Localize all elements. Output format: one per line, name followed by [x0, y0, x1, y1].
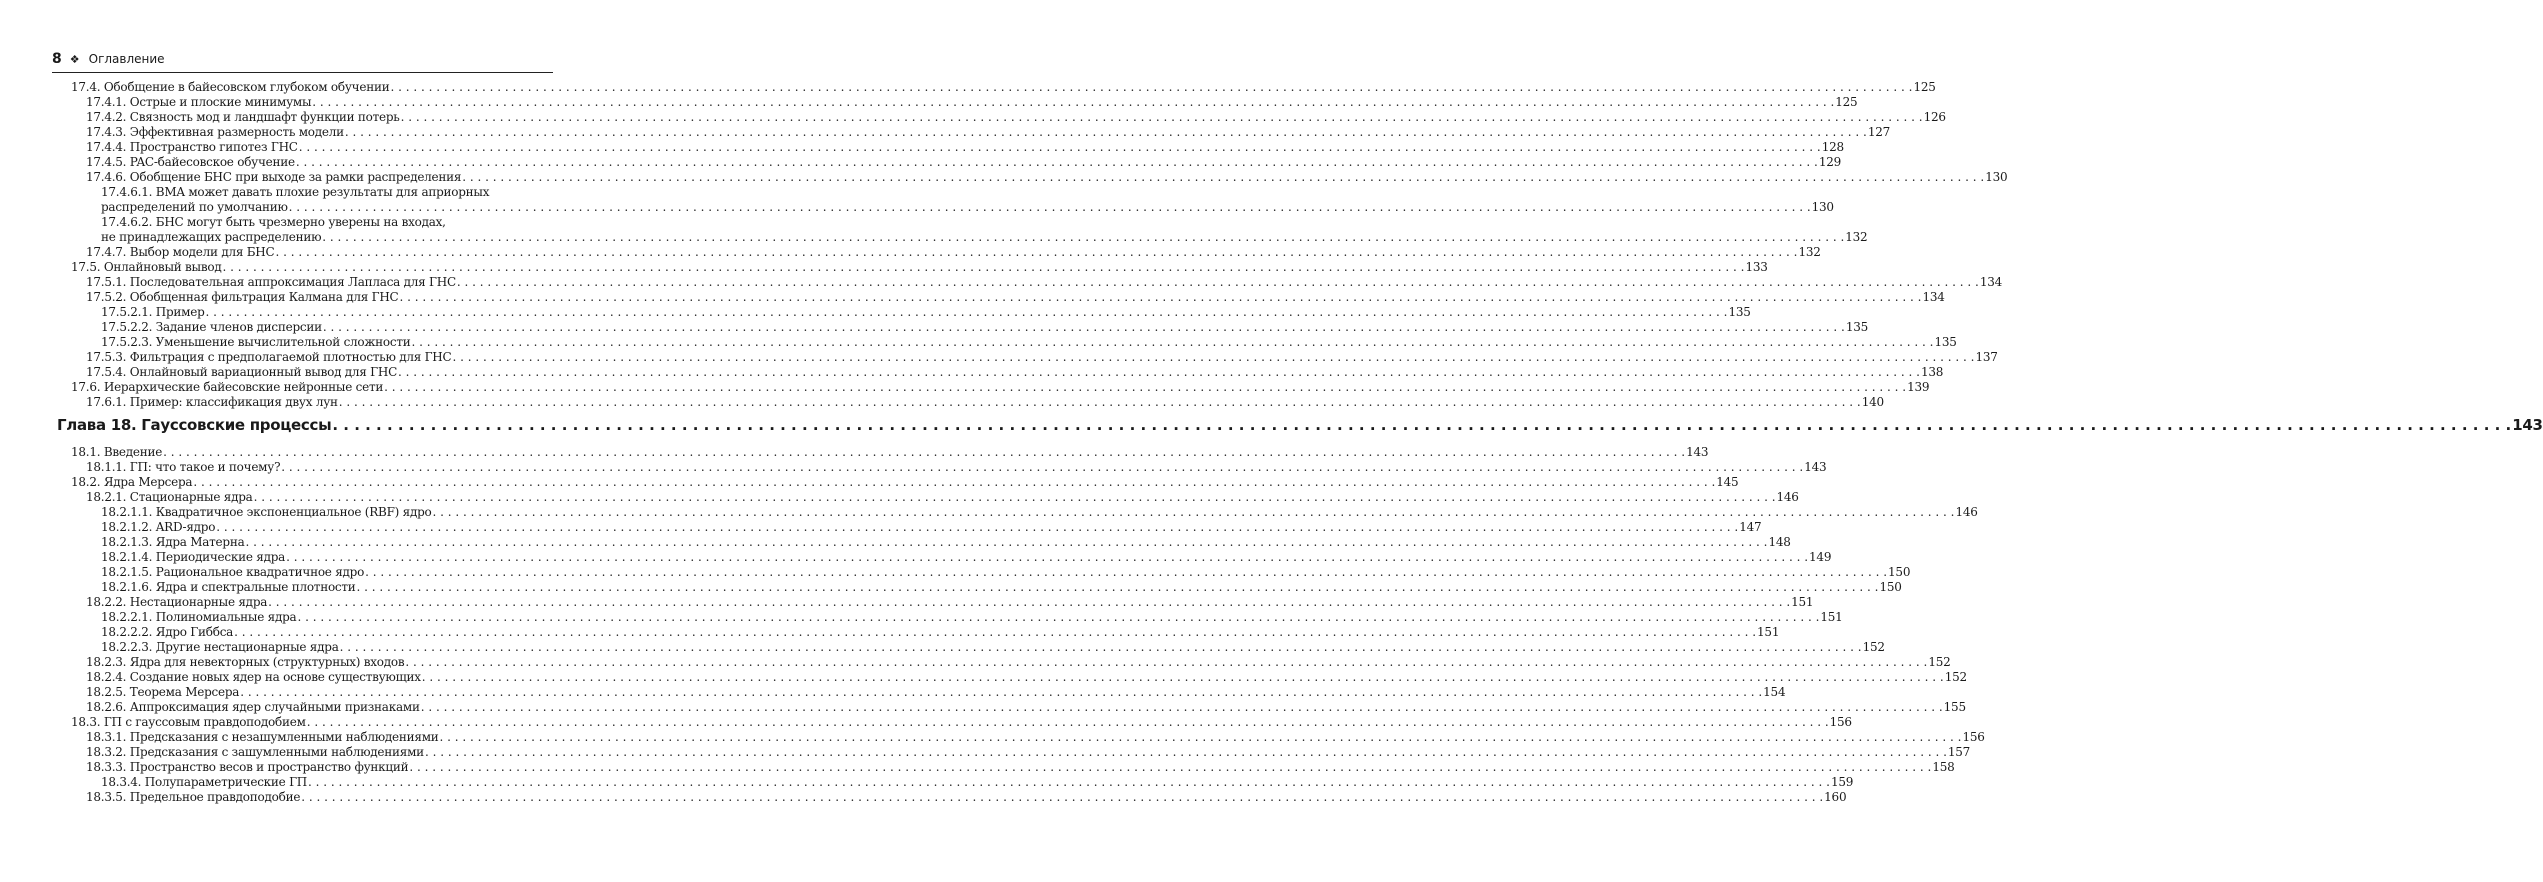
toc-entry-title: 18.2.2.2. Ядро Гиббса — [101, 625, 234, 639]
toc-entry[interactable] — [86, 275, 2002, 290]
toc-page-number: 158 — [1932, 760, 1955, 774]
toc-entry[interactable] — [86, 395, 1884, 410]
toc-entry[interactable] — [86, 245, 1821, 260]
toc-leader-dots: . . . . . . . . . . . . . . . . . . . . . . . . . . . . . . . . . . . . . . . . . . . . . . . . . . . . . . . . . . . . . . . . . . . . . . . . . . . . . . . . . . . . . . . . . . . . . . . . . . . . . . . . . . . . . . . . . . . . . . . . . . . . . . . . . . . . . . . . . . . . . . . . . . . . . . . . . . . . . . . . . . . . . . . . . . . . . . . . . . . . . . . . . . . . . . . . . . . . . . . . — [306, 715, 1829, 729]
toc-entry[interactable] — [71, 445, 1709, 460]
toc-leader-dots: . . . . . . . . . . . . . . . . . . . . . . . . . . . . . . . . . . . . . . . . . . . . . . . . . . . . . . . . . . . . . . . . . . . . . . . . . . . . . . . . . . . . . . . . . . . . . . . . . . . . . . . . . . . . . . . . . . . . . . . . . . . . . . . . . . . . . . . . . . . . . . . . . . . . . . . . . . . . . . . . . . . . . . . . . . . . . . . . . . . . . . . . . . . . . . . . . . . . . . . . — [253, 490, 1776, 504]
toc-entry[interactable] — [86, 730, 1985, 745]
toc-entry-title-line: 17.4.6.2. БНС могут быть чрезмерно уверены на входах, — [101, 215, 446, 229]
toc-page-number: 133 — [1745, 260, 1768, 274]
toc-entry[interactable] — [71, 80, 1936, 95]
toc-entry-title: 17.5.2.3. Уменьшение вычислительной сложности — [101, 335, 411, 349]
toc-page-number: 156 — [1962, 730, 1985, 744]
toc-entry-title: 17.5.4. Онлайновый вариационный вывод для ГНС — [86, 365, 398, 379]
toc-entry[interactable] — [101, 610, 1843, 625]
toc-page-number: 129 — [1818, 155, 1841, 169]
toc-entry-title: 18.2.2. Нестационарные ядра — [86, 595, 268, 609]
toc-leader-dots: . . . . . . . . . . . . . . . . . . . . . . . . . . . . . . . . . . . . . . . . . . . . . . . . . . . . . . . . . . . . . . . . . . . . . . . . . . . . . . . . . . . . . . . . . . . . . . . . . . . . . . . . . . . . . . . . . . . . . . . . . . . . . . . . . . . . . . . . . . . . . . . . . . . . . . . . . . . . . . . . . . . . . . . . . . . . . . . . . . . . . . . . . . . . . . . . . . . . . . . . — [405, 655, 1928, 669]
toc-entry-title: 17.4.5. PAC-байесовское обучение — [86, 155, 295, 169]
toc-page-number: 127 — [1867, 125, 1891, 139]
toc-entry[interactable] — [101, 535, 1791, 550]
toc-entry[interactable] — [101, 775, 1854, 790]
toc-page-number: 130 — [1985, 170, 2008, 184]
toc-page-number: 132 — [1798, 245, 1821, 259]
toc-entry-title: 17.4.1. Острые и плоские минимумы — [86, 95, 312, 109]
toc-entry-title: 18.3.5. Предельное правдоподобие — [86, 790, 301, 804]
toc-entry[interactable] — [101, 520, 1762, 535]
toc-entry[interactable] — [86, 110, 1946, 125]
toc-entry-title: 18.2.1.3. Ядра Матерна — [101, 535, 245, 549]
toc-page-number: 160 — [1824, 790, 1847, 804]
toc-leader-dots: . . . . . . . . . . . . . . . . . . . . . . . . . . . . . . . . . . . . . . . . . . . . . . . . . . . . . . . . . . . . . . . . . . . . . . . . . . . . . . . . . . . . . . . . . . . . . . . . . . . . . . . . . . . . . . . . . . . . . . . . . . . . . . . . . . . . . . . . . . . . . . . . . . . . . . . . . . . . . . . . . . . . . . . . . . . . . . . . . . . . . . . . . . . . . . . . . . . . . . . . — [400, 110, 1923, 124]
toc-leader-dots: . . . . . . . . . . . . . . . . . . . . . . . . . . . . . . . . . . . . . . . . . . . . . . . . . . . . . . . . . . . . . . . . . . . . . . . . . . . . . . . . . . . . . . . . . . . . . . . . . . . . . . . . . . . . . . . . . . . . . . . . . . . . . . . . . . . . . . . . . . . . . . . . . . . . . . . . . . . . . . . . . . . . . . . . . . . . . . . . . . . . . . . . . . . . . . . . . . . . . . . . — [339, 640, 1862, 654]
toc-entry[interactable] — [71, 715, 1852, 730]
toc-page-number: 150 — [1879, 580, 1902, 594]
toc-page-number: 159 — [1830, 775, 1854, 789]
toc-entry-title: 18.2.1.4. Периодические ядра — [101, 550, 286, 564]
toc-page-number: 151 — [1820, 610, 1843, 624]
toc-entry-title: не принадлежащих распределению — [101, 230, 322, 244]
toc-entry[interactable] — [86, 490, 1799, 505]
toc-leader-dots: . . . . . . . . . . . . . . . . . . . . . . . . . . . . . . . . . . . . . . . . . . . . . . . . . . . . . . . . . . . . . . . . . . . . . . . . . . . . . . . . . . . . . . . . . . . . . . . . . . . . . . . . . . . . . . . . . . . . . . . . . . . . . . . . . . . . . . . . . . . . . . . . . . . . . . . . . . . . . . . . . . . . . . . . . . . . . . . . . . . . . . . . . . . . . . . . . . . . . . . . — [308, 775, 1830, 789]
toc-page-number: 125 — [1835, 95, 1858, 109]
toc-entry[interactable] — [86, 760, 1955, 775]
toc-page-number: 155 — [1943, 700, 1966, 714]
toc-page-number: 137 — [1975, 350, 1998, 364]
toc-leader-dots: . . . . . . . . . . . . . . . . . . . . . . . . . . . . . . . . . . . . . . . . . . . . . . . . . . . . . . . . . . . . . . . . . . . . . . . . . . . . . . . . . . . . . . . . . . . . . . . . . . . . . . . . . . . . . . . . . . . . . . . . . . . . . . . . . . . . . . . . . . . . . . . . . . . . . . . . . . . . . . . . . . . . . . . . . . . . . . . . . . . . . . . . . . . . . . . . . . . . . . . . — [193, 475, 1716, 489]
toc-entry[interactable] — [71, 260, 1768, 275]
page-header — [52, 50, 553, 68]
toc-entry-title: 18.3.4. Полупараметрические ГП — [101, 775, 307, 789]
toc-leader-dots: . . . . . . . . . . . . . . . . . . . . . . . . . . . . . . . . . . . . . . . . . . . . . . . . . . . . . . . . . . . . . . . . . . . . . . . . . . . . . . . . . . . . . . . . . . . . . . . . . . . . . . . . . . . . . . . . . . . . . . . . . . . . . . . . . . . . . . . . . . . . . . . . . . . . . . . . . . . . . . . . . . . . . . . . . . . . . . . . . . . . . . . . . . . . . . . . . . . . . . . . — [281, 460, 1804, 474]
toc-leader-dots: . . . . . . . . . . . . . . . . . . . . . . . . . . . . . . . . . . . . . . . . . . . . . . . . . . . . . . . . . . . . . . . . . . . . . . . . . . . . . . . . . . . . . . . . . . . . . . . . . . . . . . . . . . . . . . . . . . . . . . . . . . . . . . . . . . . . . . . . . . . . . . . . . . . . . . . . . . . . . . . . . . . . . . . . . . . . . . . . . . . . . . . . . . . . . . . . . . . . . . . . — [234, 625, 1757, 639]
toc-entry-title: Глава 18. Гауссовские процессы — [57, 416, 332, 434]
toc-leader-dots: . . . . . . . . . . . . . . . . . . . . . . . . . . . . . . . . . . . . . . . . . . . . . . . . . . . . . . . . . . . . . . . . . . . . . . . . . . . . . . . . . . . . . . . . . . . . . . . . . . . . . . . . . . . . . . . . . . . . . . . . . . . . . . . . . . . . . . . . . . . . . . . . . . . . . . . . . . . . . . . . . . . . . . . . . . . . . . . . . . . . . . . . . . . . . . . . . . . . . . . . — [439, 730, 1962, 744]
toc-leader-dots: . . . . . . . . . . . . . . . . . . . . . . . . . . . . . . . . . . . . . . . . . . . . . . . . . . . . . . . . . . . . . . . . . . . . . . . . . . . . . . . . . . . . . . . . . . . . . . . . . . . . . . . . . . . . . . . . . . . . . . . . . . . . . . . . . . . . . . . . . . . . . . . . . . . . . . . . . . . . . . . . . . . . . . . . . . . . . . . . . . . . . . . . . . . . . . . . . . . . . . . . — [462, 170, 1985, 184]
toc-entry-title: 18.1.1. ГП: что такое и почему? — [86, 460, 281, 474]
toc-leader-dots: . . . . . . . . . . . . . . . . . . . . . . . . . . . . . . . . . . . . . . . . . . . . . . . . . . . . . . . . . . . . . . . . . . . . . . . . . . . . . . . . . . . . . . . . . . . . . . . . . . . . . . . . . . . . . . . . . . . . . . . . . . . . . . . . . . . . . . . . . . . . . . . . . . . . . . . . . . . . . . . . . . . . . . . . . . . . . . . . . . . . . . . . . . . . . . . . . . . . . . . . — [312, 95, 1835, 109]
toc-chapter-entry[interactable] — [57, 416, 2543, 436]
toc-entry[interactable] — [86, 155, 1841, 170]
toc-leader-dots: . . . . . . . . . . . . . . . . . . . . . . . . . . . . . . . . . . . . . . . . . . . . . . . . . . . . . . . . . . . . . . . . . . . . . . . . . . . . . . . . . . . . . . . . . . . . . . . . . . . . . . . . . . . . . . . . . . . . . . . . . . . . . . . . . . . . . . . . . . . . . . . . . . . . . . . . . . . . . . . . . . . . . . . . . . . . . . . . . . . . . . . . . . . . . . . . . . . . . . . . — [322, 320, 1845, 334]
page-number: 8 — [52, 51, 62, 67]
toc-entry[interactable] — [101, 320, 1869, 335]
toc-entry[interactable] — [86, 170, 2008, 185]
toc-entry-title: 18.2.1.5. Рациональное квадратичное ядро — [101, 565, 365, 579]
toc-leader-dots: . . . . . . . . . . . . . . . . . . . . . . . . . . . . . . . . . . . . . . . . . . . . . . . . . . . . . . . . . . . . . . . . . . . . . . . . . . . . . . . . . . . . . . . . . . . . . . . . . . . . . . . . . . . . . . . . . . . . . . . . . . . . . . . . . . . . . . . . . . . . . . . . . . . . . . . . . . . . . . . . . . . . . . . . . . . . . . . . . . . . . . . . . . . . . . . . . . . . . . . . — [421, 670, 1944, 684]
toc-entry[interactable] — [101, 640, 1885, 655]
toc-page-number: 128 — [1821, 140, 1844, 154]
toc-page-number: 152 — [1944, 670, 1967, 684]
toc-leader-dots: . . . . . . . . . . . . . . . . . . . . . . . . . . . . . . . . . . . . . . . . . . . . . . . . . . . . . . . . . . . . . . . . . . . . . . . . . . . . . . . . . . . . . . . . . . . . . . . . . . . . . . . . . . . . . . . . . . . . . . . . . . . . . . . . . . . . . . . . . . . . . . . . . . . . . . . . . . . . . . . . . . . . . . . . . . . . . . . . . . . . . . . . . . . . . . . . . . . . . . . . — [452, 350, 1975, 364]
toc-entry-title: 17.4.7. Выбор модели для БНС — [86, 245, 275, 259]
toc-leader-dots: . . . . . . . . . . . . . . . . . . . . . . . . . . . . . . . . . . . . . . . . . . . . . . . . . . . . . . . . . . . . . . . . . . . . . . . . . . . . . . . . . . . . . . . . . . . . . . . . . . . . . . . . . . . . . . . . . . . . . . . . . . . . . . . . . . . . . . . . . . . . . . . . . . . . . . . . . . . . . . . . . . . . . . . . . . . . . . . . . . . . . . . . . . . . . . . . . . . . . . . . — [301, 790, 1824, 804]
toc-page-number: 150 — [1888, 565, 1911, 579]
toc-entry[interactable] — [86, 595, 1814, 610]
toc-entry-title: 18.2.1.2. ARD-ядро — [101, 520, 216, 534]
toc-entry-title: 18.1. Введение — [71, 445, 163, 459]
toc-entry-title: 18.2.1.1. Квадратичное экспоненциальное (RBF) ядро — [101, 505, 432, 519]
toc-page-number: 138 — [1921, 365, 1944, 379]
toc-entry[interactable] — [86, 365, 1944, 380]
toc-entry-title: распределений по умолчанию — [101, 200, 288, 214]
toc-entry-title: 18.3.1. Предсказания с незашумленными наблюдениями — [86, 730, 439, 744]
toc-leader-dots: . . . . . . . . . . . . . . . . . . . . . . . . . . . . . . . . . . . . . . . . . . . . . . . . . . . . . . . . . . . . . . . . . . . . . . . . . . . . . . . . . . . . . . . . . . . . . . . . . . . . . . . . . . . . . . . . . . . . . . . . . . . . . . . . . . . . . . . . . . . . . . . . . . . . . . . . . . . . . . . . . . . . . . . . . . . . . . . . . . . . . . . . . . . . . . . . . . . . . . . . — [332, 416, 2512, 434]
toc-page-number: 143 — [2512, 416, 2543, 434]
toc-entry[interactable] — [101, 215, 1868, 245]
toc-entry[interactable] — [86, 95, 1858, 110]
toc-leader-dots: . . . . . . . . . . . . . . . . . . . . . . . . . . . . . . . . . . . . . . . . . . . . . . . . . . . . . . . . . . . . . . . . . . . . . . . . . . . . . . . . . . . . . . . . . . . . . . . . . . . . . . . . . . . . . . . . . . . . . . . . . . . . . . . . . . . . . . . . . . . . . . . . . . . . . . . . . . . . . . . . . . . . . . . . . . . . . . . . . . . . . . . . . . . . . . . . . . . . . . . . — [365, 565, 1888, 579]
toc-entry[interactable] — [101, 505, 1978, 520]
toc-leader-dots: . . . . . . . . . . . . . . . . . . . . . . . . . . . . . . . . . . . . . . . . . . . . . . . . . . . . . . . . . . . . . . . . . . . . . . . . . . . . . . . . . . . . . . . . . . . . . . . . . . . . . . . . . . . . . . . . . . . . . . . . . . . . . . . . . . . . . . . . . . . . . . . . . . . . . . . . . . . . . . . . . . . . . . . . . . . . . . . . . . . . . . . . . . . . . . . . . . . . . . . . — [456, 275, 1979, 289]
toc-page-number: 143 — [1804, 460, 1827, 474]
toc-page-number: 154 — [1763, 685, 1786, 699]
toc-entry[interactable] — [86, 790, 1847, 805]
toc-entry[interactable] — [86, 290, 1945, 305]
toc-entry-title: 18.3. ГП с гауссовым правдоподобием — [71, 715, 306, 729]
toc-entry-title: 18.2.2.3. Другие нестационарные ядра — [101, 640, 339, 654]
toc-entry-title: 18.2. Ядра Мерсера — [71, 475, 193, 489]
toc-leader-dots: . . . . . . . . . . . . . . . . . . . . . . . . . . . . . . . . . . . . . . . . . . . . . . . . . . . . . . . . . . . . . . . . . . . . . . . . . . . . . . . . . . . . . . . . . . . . . . . . . . . . . . . . . . . . . . . . . . . . . . . . . . . . . . . . . . . . . . . . . . . . . . . . . . . . . . . . . . . . . . . . . . . . . . . . . . . . . . . . . . . . . . . . . . . . . . . . . . . . . . . . — [205, 305, 1728, 319]
toc-leader-dots: . . . . . . . . . . . . . . . . . . . . . . . . . . . . . . . . . . . . . . . . . . . . . . . . . . . . . . . . . . . . . . . . . . . . . . . . . . . . . . . . . . . . . . . . . . . . . . . . . . . . . . . . . . . . . . . . . . . . . . . . . . . . . . . . . . . . . . . . . . . . . . . . . . . . . . . . . . . . . . . . . . . . . . . . . . . . . . . . . . . . . . . . . . . . . . . . . . . . . . . . — [390, 80, 1913, 94]
toc-leader-dots: . . . . . . . . . . . . . . . . . . . . . . . . . . . . . . . . . . . . . . . . . . . . . . . . . . . . . . . . . . . . . . . . . . . . . . . . . . . . . . . . . . . . . . . . . . . . . . . . . . . . . . . . . . . . . . . . . . . . . . . . . . . . . . . . . . . . . . . . . . . . . . . . . . . . . . . . . . . . . . . . . . . . . . . . . . . . . . . . . . . . . . . . . . . . . . . . . . . . . . . . — [298, 140, 1821, 154]
toc-leader-dots: . . . . . . . . . . . . . . . . . . . . . . . . . . . . . . . . . . . . . . . . . . . . . . . . . . . . . . . . . . . . . . . . . . . . . . . . . . . . . . . . . . . . . . . . . . . . . . . . . . . . . . . . . . . . . . . . . . . . . . . . . . . . . . . . . . . . . . . . . . . . . . . . . . . . . . . . . . . . . . . . . . . . . . . . . . . . . . . . . . . . . . . . . . . . . . . . . . . . . . . . — [322, 230, 1845, 244]
toc-entry-title: 17.4.6. Обобщение БНС при выходе за рамки распределения — [86, 170, 462, 184]
toc-leader-dots: . . . . . . . . . . . . . . . . . . . . . . . . . . . . . . . . . . . . . . . . . . . . . . . . . . . . . . . . . . . . . . . . . . . . . . . . . . . . . . . . . . . . . . . . . . . . . . . . . . . . . . . . . . . . . . . . . . . . . . . . . . . . . . . . . . . . . . . . . . . . . . . . . . . . . . . . . . . . . . . . . . . . . . . . . . . . . . . . . . . . . . . . . . . . . . . . . . . . . . . . — [398, 365, 1920, 379]
toc-page-number: 135 — [1728, 305, 1751, 319]
toc-leader-dots: . . . . . . . . . . . . . . . . . . . . . . . . . . . . . . . . . . . . . . . . . . . . . . . . . . . . . . . . . . . . . . . . . . . . . . . . . . . . . . . . . . . . . . . . . . . . . . . . . . . . . . . . . . . . . . . . . . . . . . . . . . . . . . . . . . . . . . . . . . . . . . . . . . . . . . . . . . . . . . . . . . . . . . . . . . . . . . . . . . . . . . . . . . . . . . . . . . . . . . . . — [420, 700, 1943, 714]
toc-page-number: 152 — [1928, 655, 1951, 669]
toc-entry-title: 18.2.1. Стационарные ядра — [86, 490, 253, 504]
toc-entry[interactable] — [86, 460, 1827, 475]
toc-entry-title: 17.4. Обобщение в байесовском глубоком обучении — [71, 80, 390, 94]
toc-entry[interactable] — [101, 335, 1957, 350]
toc-entry-title: 18.2.2.1. Полиномиальные ядра — [101, 610, 297, 624]
toc-page-number: 135 — [1934, 335, 1957, 349]
toc-leader-dots: . . . . . . . . . . . . . . . . . . . . . . . . . . . . . . . . . . . . . . . . . . . . . . . . . . . . . . . . . . . . . . . . . . . . . . . . . . . . . . . . . . . . . . . . . . . . . . . . . . . . . . . . . . . . . . . . . . . . . . . . . . . . . . . . . . . . . . . . . . . . . . . . . . . . . . . . . . . . . . . . . . . . . . . . . . . . . . . . . . . . . . . . . . . . . . . . . . . . . . . . — [275, 245, 1798, 259]
toc-page-number: 139 — [1907, 380, 1930, 394]
toc-entry[interactable] — [86, 125, 1891, 140]
toc-page-number: 157 — [1947, 745, 1971, 759]
toc-entry[interactable] — [86, 745, 1971, 760]
toc-entry-title: 17.5.2.2. Задание членов дисперсии — [101, 320, 322, 334]
running-title: Оглавление — [88, 52, 165, 66]
toc-entry[interactable] — [71, 380, 1930, 395]
toc-page-number: 130 — [1811, 200, 1834, 214]
toc-entry[interactable] — [86, 350, 1998, 365]
toc-entry-title: 18.2.3. Ядра для невекторных (структурных) входов — [86, 655, 405, 669]
toc-leader-dots: . . . . . . . . . . . . . . . . . . . . . . . . . . . . . . . . . . . . . . . . . . . . . . . . . . . . . . . . . . . . . . . . . . . . . . . . . . . . . . . . . . . . . . . . . . . . . . . . . . . . . . . . . . . . . . . . . . . . . . . . . . . . . . . . . . . . . . . . . . . . . . . . . . . . . . . . . . . . . . . . . . . . . . . . . . . . . . . . . . . . . . . . . . . . . . . . . . . . . . . . — [286, 550, 1809, 564]
toc-page-number: 134 — [1922, 290, 1945, 304]
toc-page-number: 146 — [1776, 490, 1799, 504]
toc-leader-dots: . . . . . . . . . . . . . . . . . . . . . . . . . . . . . . . . . . . . . . . . . . . . . . . . . . . . . . . . . . . . . . . . . . . . . . . . . . . . . . . . . . . . . . . . . . . . . . . . . . . . . . . . . . . . . . . . . . . . . . . . . . . . . . . . . . . . . . . . . . . . . . . . . . . . . . . . . . . . . . . . . . . . . . . . . . . . . . . . . . . . . . . . . . . . . . . . . . . . . . . . — [344, 125, 1867, 139]
toc-entry-title: 18.2.4. Создание новых ядер на основе существующих — [86, 670, 421, 684]
toc-entry-title: 17.4.3. Эффективная размерность модели — [86, 125, 344, 139]
toc-page-number: 126 — [1923, 110, 1946, 124]
toc-entry[interactable] — [86, 670, 1967, 685]
toc-entry-title: 18.3.3. Пространство весов и пространство функций — [86, 760, 409, 774]
toc-entry-title-line: 17.4.6.1. BMA может давать плохие результаты для априорных — [101, 185, 490, 199]
toc-leader-dots: . . . . . . . . . . . . . . . . . . . . . . . . . . . . . . . . . . . . . . . . . . . . . . . . . . . . . . . . . . . . . . . . . . . . . . . . . . . . . . . . . . . . . . . . . . . . . . . . . . . . . . . . . . . . . . . . . . . . . . . . . . . . . . . . . . . . . . . . . . . . . . . . . . . . . . . . . . . . . . . . . . . . . . . . . . . . . . . . . . . . . . . . . . . . . . . . . . . . . . . . — [240, 685, 1763, 699]
toc-page-number: 151 — [1791, 595, 1814, 609]
ornament-icon: ❖ — [69, 52, 80, 66]
toc-page-number: 149 — [1809, 550, 1832, 564]
toc-leader-dots: . . . . . . . . . . . . . . . . . . . . . . . . . . . . . . . . . . . . . . . . . . . . . . . . . . . . . . . . . . . . . . . . . . . . . . . . . . . . . . . . . . . . . . . . . . . . . . . . . . . . . . . . . . . . . . . . . . . . . . . . . . . . . . . . . . . . . . . . . . . . . . . . . . . . . . . . . . . . . . . . . . . . . . . . . . . . . . . . . . . . . . . . . . . . . . . . . . . . . . . . — [297, 610, 1820, 624]
toc-entry[interactable] — [86, 140, 1844, 155]
toc-page-number: 148 — [1768, 535, 1791, 549]
toc-leader-dots: . . . . . . . . . . . . . . . . . . . . . . . . . . . . . . . . . . . . . . . . . . . . . . . . . . . . . . . . . . . . . . . . . . . . . . . . . . . . . . . . . . . . . . . . . . . . . . . . . . . . . . . . . . . . . . . . . . . . . . . . . . . . . . . . . . . . . . . . . . . . . . . . . . . . . . . . . . . . . . . . . . . . . . . . . . . . . . . . . . . . . . . . . . . . . . . . . . . . . . . . — [432, 505, 1955, 519]
toc-entry-title: 18.2.1.6. Ядра и спектральные плотности — [101, 580, 356, 594]
toc-entry[interactable] — [71, 475, 1739, 490]
toc-entry-title: 18.2.5. Теорема Мерсера — [86, 685, 240, 699]
toc-entry[interactable] — [101, 565, 1911, 580]
toc-page-number: 147 — [1739, 520, 1762, 534]
toc-entry[interactable] — [86, 685, 1786, 700]
toc-entry[interactable] — [101, 185, 1834, 215]
toc-page-number: 134 — [1979, 275, 2002, 289]
toc-entry-title: 17.4.2. Связность мод и ландшафт функции потерь — [86, 110, 400, 124]
header-rule — [52, 72, 553, 73]
toc-entry[interactable] — [101, 580, 1902, 595]
toc-leader-dots: . . . . . . . . . . . . . . . . . . . . . . . . . . . . . . . . . . . . . . . . . . . . . . . . . . . . . . . . . . . . . . . . . . . . . . . . . . . . . . . . . . . . . . . . . . . . . . . . . . . . . . . . . . . . . . . . . . . . . . . . . . . . . . . . . . . . . . . . . . . . . . . . . . . . . . . . . . . . . . . . . . . . . . . . . . . . . . . . . . . . . . . . . . . . . . . . . . . . . . . . — [411, 335, 1934, 349]
toc-leader-dots: . . . . . . . . . . . . . . . . . . . . . . . . . . . . . . . . . . . . . . . . . . . . . . . . . . . . . . . . . . . . . . . . . . . . . . . . . . . . . . . . . . . . . . . . . . . . . . . . . . . . . . . . . . . . . . . . . . . . . . . . . . . . . . . . . . . . . . . . . . . . . . . . . . . . . . . . . . . . . . . . . . . . . . . . . . . . . . . . . . . . . . . . . . . . . . . . . . . . . . . . — [288, 200, 1811, 214]
toc-leader-dots: . . . . . . . . . . . . . . . . . . . . . . . . . . . . . . . . . . . . . . . . . . . . . . . . . . . . . . . . . . . . . . . . . . . . . . . . . . . . . . . . . . . . . . . . . . . . . . . . . . . . . . . . . . . . . . . . . . . . . . . . . . . . . . . . . . . . . . . . . . . . . . . . . . . . . . . . . . . . . . . . . . . . . . . . . . . . . . . . . . . . . . . . . . . . . . . . . . . . . . . . — [409, 760, 1932, 774]
toc-leader-dots: . . . . . . . . . . . . . . . . . . . . . . . . . . . . . . . . . . . . . . . . . . . . . . . . . . . . . . . . . . . . . . . . . . . . . . . . . . . . . . . . . . . . . . . . . . . . . . . . . . . . . . . . . . . . . . . . . . . . . . . . . . . . . . . . . . . . . . . . . . . . . . . . . . . . . . . . . . . . . . . . . . . . . . . . . . . . . . . . . . . . . . . . . . . . . . . . . . . . . . . . — [399, 290, 1922, 304]
toc-page-number: 152 — [1862, 640, 1885, 654]
toc-entry-title: 17.5.2. Обобщенная фильтрация Калмана для ГНС — [86, 290, 399, 304]
toc-leader-dots: . . . . . . . . . . . . . . . . . . . . . . . . . . . . . . . . . . . . . . . . . . . . . . . . . . . . . . . . . . . . . . . . . . . . . . . . . . . . . . . . . . . . . . . . . . . . . . . . . . . . . . . . . . . . . . . . . . . . . . . . . . . . . . . . . . . . . . . . . . . . . . . . . . . . . . . . . . . . . . . . . . . . . . . . . . . . . . . . . . . . . . . . . . . . . . . . . . . . . . . . — [163, 445, 1686, 459]
toc-page-number: 145 — [1716, 475, 1739, 489]
toc-page-number: 135 — [1845, 320, 1869, 334]
toc-leader-dots: . . . . . . . . . . . . . . . . . . . . . . . . . . . . . . . . . . . . . . . . . . . . . . . . . . . . . . . . . . . . . . . . . . . . . . . . . . . . . . . . . . . . . . . . . . . . . . . . . . . . . . . . . . . . . . . . . . . . . . . . . . . . . . . . . . . . . . . . . . . . . . . . . . . . . . . . . . . . . . . . . . . . . . . . . . . . . . . . . . . . . . . . . . . . . . . . . . . . . . . . — [424, 745, 1947, 759]
toc-leader-dots: . . . . . . . . . . . . . . . . . . . . . . . . . . . . . . . . . . . . . . . . . . . . . . . . . . . . . . . . . . . . . . . . . . . . . . . . . . . . . . . . . . . . . . . . . . . . . . . . . . . . . . . . . . . . . . . . . . . . . . . . . . . . . . . . . . . . . . . . . . . . . . . . . . . . . . . . . . . . . . . . . . . . . . . . . . . . . . . . . . . . . . . . . . . . . . . . . . . . . . . . — [338, 395, 1861, 409]
toc-leader-dots: . . . . . . . . . . . . . . . . . . . . . . . . . . . . . . . . . . . . . . . . . . . . . . . . . . . . . . . . . . . . . . . . . . . . . . . . . . . . . . . . . . . . . . . . . . . . . . . . . . . . . . . . . . . . . . . . . . . . . . . . . . . . . . . . . . . . . . . . . . . . . . . . . . . . . . . . . . . . . . . . . . . . . . . . . . . . . . . . . . . . . . . . . . . . . . . . . . . . . . . . — [356, 580, 1879, 594]
toc-entry-title: 18.2.6. Аппроксимация ядер случайными признаками — [86, 700, 420, 714]
toc-leader-dots: . . . . . . . . . . . . . . . . . . . . . . . . . . . . . . . . . . . . . . . . . . . . . . . . . . . . . . . . . . . . . . . . . . . . . . . . . . . . . . . . . . . . . . . . . . . . . . . . . . . . . . . . . . . . . . . . . . . . . . . . . . . . . . . . . . . . . . . . . . . . . . . . . . . . . . . . . . . . . . . . . . . . . . . . . . . . . . . . . . . . . . . . . . . . . . . . . . . . . . . . — [295, 155, 1818, 169]
toc-entry-title: 17.6.1. Пример: классификация двух лун — [86, 395, 338, 409]
toc-entry-title: 17.5. Онлайновый вывод — [71, 260, 222, 274]
toc-leader-dots: . . . . . . . . . . . . . . . . . . . . . . . . . . . . . . . . . . . . . . . . . . . . . . . . . . . . . . . . . . . . . . . . . . . . . . . . . . . . . . . . . . . . . . . . . . . . . . . . . . . . . . . . . . . . . . . . . . . . . . . . . . . . . . . . . . . . . . . . . . . . . . . . . . . . . . . . . . . . . . . . . . . . . . . . . . . . . . . . . . . . . . . . . . . . . . . . . . . . . . . . — [216, 520, 1739, 534]
toc-entry-title: 17.5.3. Фильтрация с предполагаемой плотностью для ГНС — [86, 350, 452, 364]
toc-entry-title: 17.5.2.1. Пример — [101, 305, 205, 319]
toc-leader-dots: . . . . . . . . . . . . . . . . . . . . . . . . . . . . . . . . . . . . . . . . . . . . . . . . . . . . . . . . . . . . . . . . . . . . . . . . . . . . . . . . . . . . . . . . . . . . . . . . . . . . . . . . . . . . . . . . . . . . . . . . . . . . . . . . . . . . . . . . . . . . . . . . . . . . . . . . . . . . . . . . . . . . . . . . . . . . . . . . . . . . . . . . . . . . . . . . . . . . . . . . — [222, 260, 1745, 274]
toc-page-number: 132 — [1845, 230, 1868, 244]
toc-leader-dots: . . . . . . . . . . . . . . . . . . . . . . . . . . . . . . . . . . . . . . . . . . . . . . . . . . . . . . . . . . . . . . . . . . . . . . . . . . . . . . . . . . . . . . . . . . . . . . . . . . . . . . . . . . . . . . . . . . . . . . . . . . . . . . . . . . . . . . . . . . . . . . . . . . . . . . . . . . . . . . . . . . . . . . . . . . . . . . . . . . . . . . . . . . . . . . . . . . . . . . . . — [384, 380, 1907, 394]
toc-page-number: 146 — [1955, 505, 1978, 519]
toc-entry[interactable] — [86, 700, 1966, 715]
toc-page-number: 156 — [1829, 715, 1852, 729]
toc-page-number: 140 — [1861, 395, 1884, 409]
toc-entry-title: 18.3.2. Предсказания с зашумленными наблюдениями — [86, 745, 424, 759]
toc-entry-title: 17.4.4. Пространство гипотез ГНС — [86, 140, 298, 154]
toc-entry[interactable] — [101, 625, 1780, 640]
toc-entry[interactable] — [101, 305, 1751, 320]
toc-entry-title: 17.5.1. Последовательная аппроксимация Лапласа для ГНС — [86, 275, 456, 289]
toc-page-number: 143 — [1686, 445, 1709, 459]
toc-entry[interactable] — [86, 655, 1951, 670]
toc-leader-dots: . . . . . . . . . . . . . . . . . . . . . . . . . . . . . . . . . . . . . . . . . . . . . . . . . . . . . . . . . . . . . . . . . . . . . . . . . . . . . . . . . . . . . . . . . . . . . . . . . . . . . . . . . . . . . . . . . . . . . . . . . . . . . . . . . . . . . . . . . . . . . . . . . . . . . . . . . . . . . . . . . . . . . . . . . . . . . . . . . . . . . . . . . . . . . . . . . . . . . . . . — [268, 595, 1791, 609]
toc-page-number: 125 — [1913, 80, 1936, 94]
toc-page-number: 151 — [1757, 625, 1780, 639]
toc-entry[interactable] — [101, 550, 1832, 565]
toc-leader-dots: . . . . . . . . . . . . . . . . . . . . . . . . . . . . . . . . . . . . . . . . . . . . . . . . . . . . . . . . . . . . . . . . . . . . . . . . . . . . . . . . . . . . . . . . . . . . . . . . . . . . . . . . . . . . . . . . . . . . . . . . . . . . . . . . . . . . . . . . . . . . . . . . . . . . . . . . . . . . . . . . . . . . . . . . . . . . . . . . . . . . . . . . . . . . . . . . . . . . . . . . — [245, 535, 1768, 549]
toc-entry-title: 17.6. Иерархические байесовские нейронные сети — [71, 380, 384, 394]
